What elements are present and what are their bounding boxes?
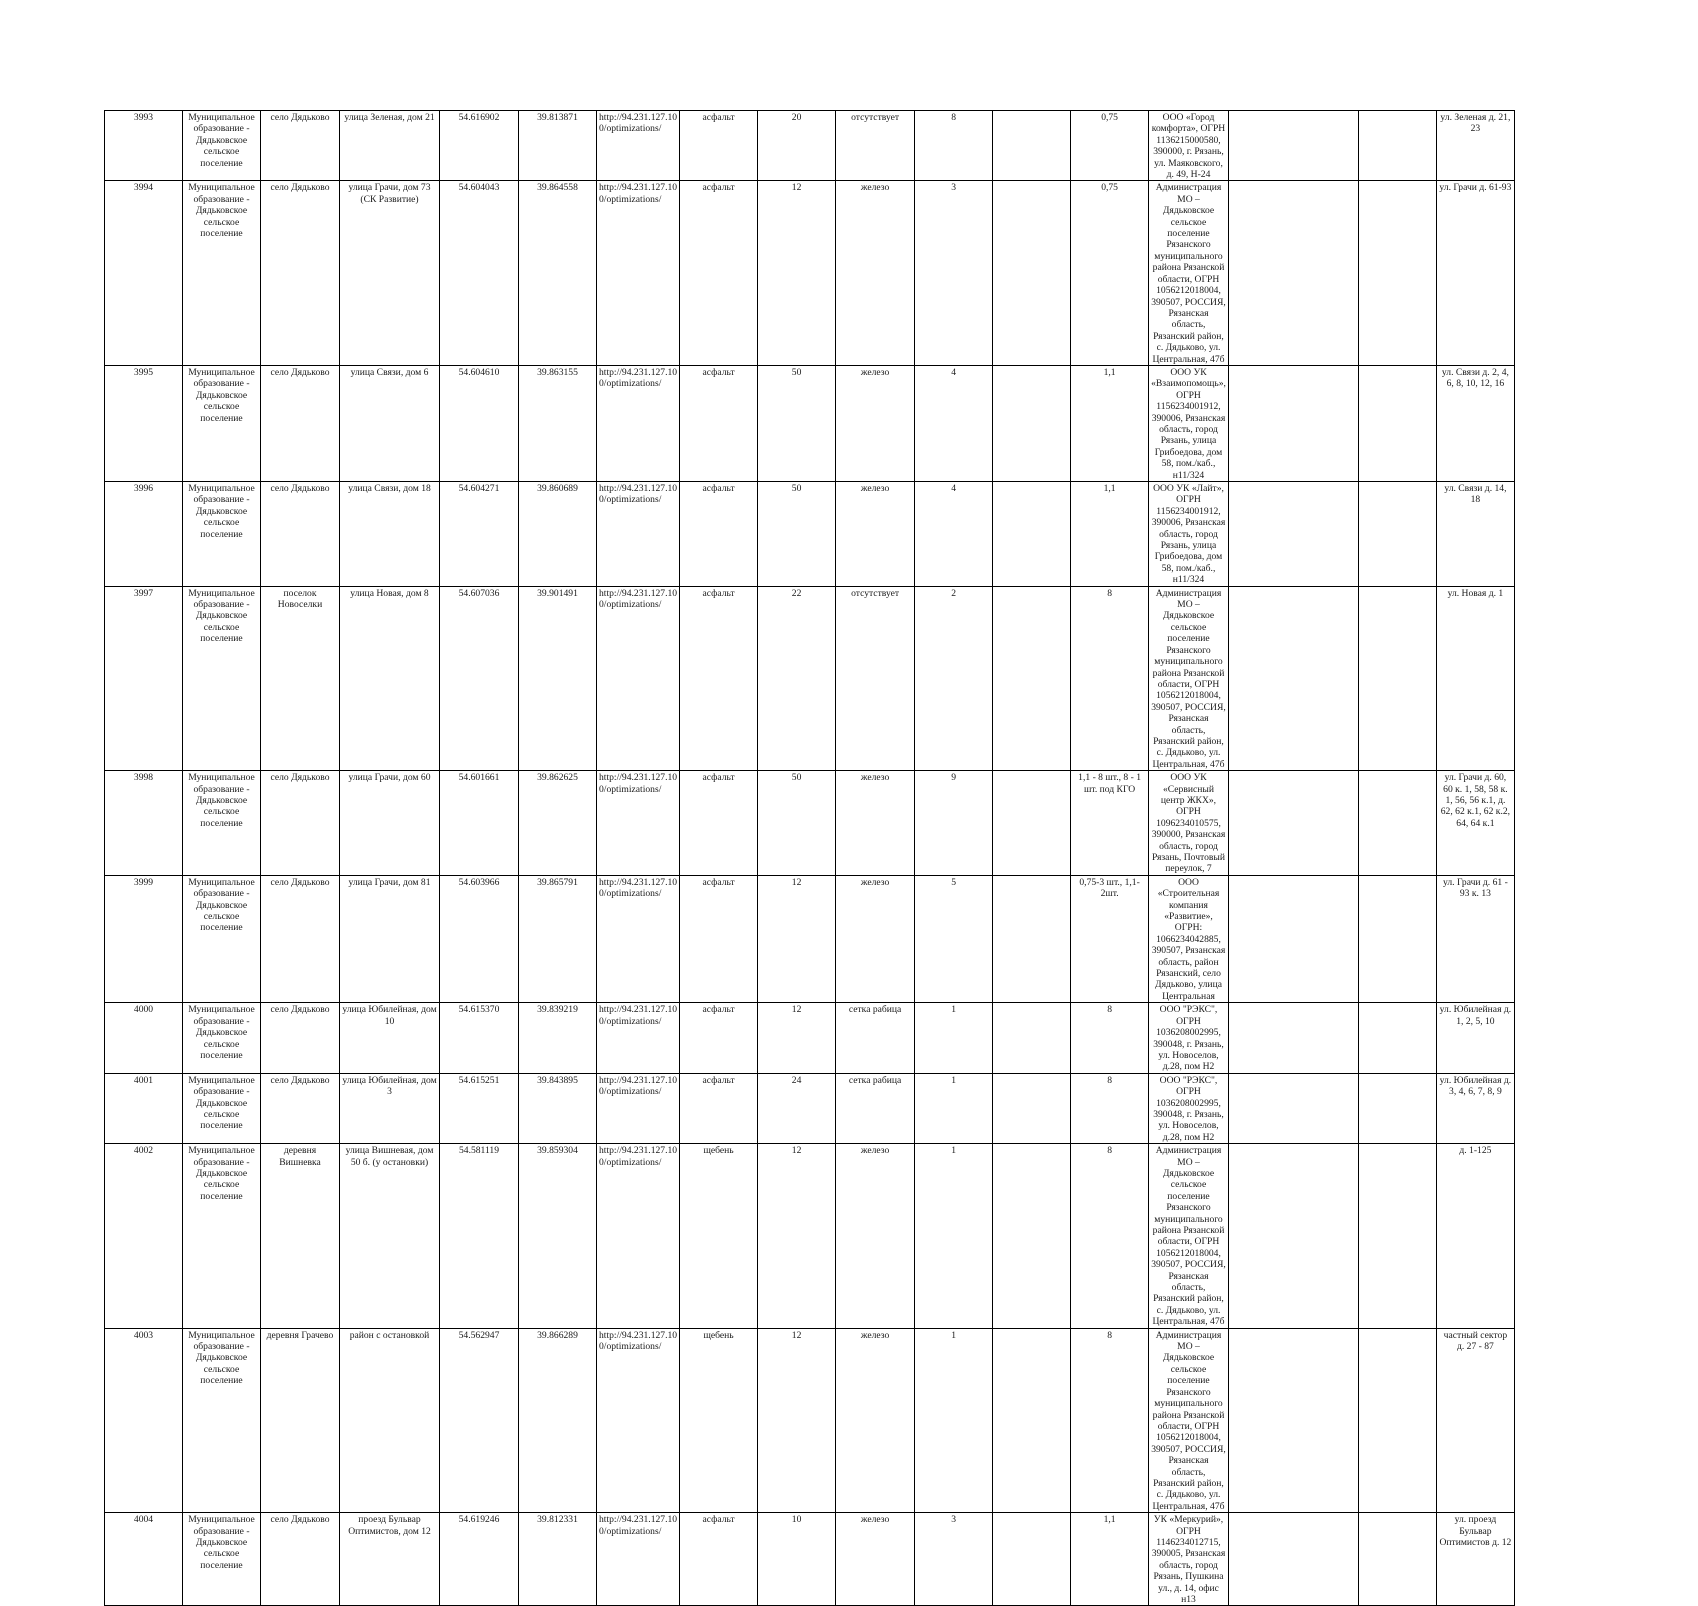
cell-empty: [993, 1328, 1071, 1513]
cell-surface: асфальт: [680, 771, 758, 876]
cell-municipality: Муниципальное образование - Дядьковское сельское поселение: [183, 586, 261, 771]
cell-municipality: Муниципальное образование - Дядьковское сельское поселение: [183, 181, 261, 366]
cell-empty: [1228, 771, 1358, 876]
cell-empty: [1228, 181, 1358, 366]
cell-id: 3994: [105, 181, 183, 366]
cell-empty: [1228, 1073, 1358, 1143]
cell-container-count: 2: [915, 586, 993, 771]
cell-surface: асфальт: [680, 586, 758, 771]
cell-empty: [1358, 771, 1436, 876]
cell-area: 50: [758, 365, 836, 481]
cell-container-volume: 8: [1071, 586, 1149, 771]
cell-fence: железо: [836, 181, 915, 366]
cell-municipality: Муниципальное образование - Дядьковское сельское поселение: [183, 875, 261, 1002]
cell-settlement: село Дядьково: [261, 1513, 340, 1606]
cell-latitude: 54.615251: [440, 1073, 519, 1143]
cell-area: 22: [758, 586, 836, 771]
cell-area: 12: [758, 1003, 836, 1073]
cell-map-link: http://94.231.127.10 0/optimizations/: [597, 111, 680, 181]
cell-empty: [993, 1003, 1071, 1073]
cell-waste-sources: ул. Юбилейная д. 3, 4, 6, 7, 8, 9: [1436, 1073, 1514, 1143]
cell-map-link: http://94.231.127.10 0/optimizations/: [597, 482, 680, 587]
cell-container-count: 8: [915, 111, 993, 181]
cell-latitude: 54.581119: [440, 1144, 519, 1329]
table-body: [105, 111, 1623, 1606]
cell-area: 12: [758, 1144, 836, 1329]
cell-empty: [1228, 586, 1358, 771]
cell-settlement: село Дядьково: [261, 1073, 340, 1143]
cell-fence: железо: [836, 1328, 915, 1513]
cell-address: улица Вишневая, дом 50 б. (у остановки): [340, 1144, 440, 1329]
cell-owner: УК «Меркурий», ОГРН 1146234012715, 390005, Рязанская область, город Рязань, Пушкина ул., д. 14, офис н13: [1149, 1513, 1229, 1606]
table-row: [105, 875, 1623, 1002]
cell-longitude: 39.901491: [519, 586, 597, 771]
cell-map-link: http://94.231.127.10 0/optimizations/: [597, 365, 680, 481]
table-row: [105, 1328, 1623, 1513]
cell-municipality: Муниципальное образование - Дядьковское сельское поселение: [183, 1328, 261, 1513]
cell-waste-sources: ул. Новая д. 1: [1436, 586, 1514, 771]
cell-empty: [1358, 1073, 1436, 1143]
cell-map-link: http://94.231.127.10 0/optimizations/: [597, 771, 680, 876]
cell-waste-sources: ул. Зеленая д. 21, 23: [1436, 111, 1514, 181]
cell-container-volume: 0,75: [1071, 111, 1149, 181]
cell-waste-sources: д. 1-125: [1436, 1144, 1514, 1329]
cell-container-volume: 0,75: [1071, 181, 1149, 366]
cell-waste-sources: ул. Связи д. 14, 18: [1436, 482, 1514, 587]
cell-empty: [1228, 1003, 1358, 1073]
cell-owner: Администрация МО – Дядьковское сельское поселение Рязанского муниципального района Рязанской области, ОГРН 1056212018004, 390507, РОССИЯ, Рязанская область, Рязанский район, с. Дядьково, ул. Центральная, 47б: [1149, 1144, 1229, 1329]
cell-empty: [993, 482, 1071, 587]
cell-empty: [1228, 365, 1358, 481]
cell-empty: [1358, 875, 1436, 1002]
cell-container-count: 1: [915, 1144, 993, 1329]
cell-latitude: 54.601661: [440, 771, 519, 876]
cell-empty: [1358, 586, 1436, 771]
cell-empty: [993, 365, 1071, 481]
cell-settlement: село Дядьково: [261, 181, 340, 366]
cell-empty: [1358, 181, 1436, 366]
cell-latitude: 54.604271: [440, 482, 519, 587]
cell-owner: ООО "РЭКС", ОГРН 1036208002995, 390048, г. Рязань, ул. Новоселов, д.28, пом Н2: [1149, 1073, 1229, 1143]
cell-container-count: 1: [915, 1003, 993, 1073]
cell-empty: [1228, 1144, 1358, 1329]
cell-latitude: 54.562947: [440, 1328, 519, 1513]
cell-id: 4001: [105, 1073, 183, 1143]
cell-surface: асфальт: [680, 1513, 758, 1606]
cell-latitude: 54.616902: [440, 111, 519, 181]
cell-container-count: 4: [915, 365, 993, 481]
cell-longitude: 39.859304: [519, 1144, 597, 1329]
cell-municipality: Муниципальное образование - Дядьковское сельское поселение: [183, 1513, 261, 1606]
cell-settlement: село Дядьково: [261, 365, 340, 481]
cell-empty: [1358, 1513, 1436, 1606]
cell-waste-sources: ул. Грачи д. 60, 60 к. 1, 58, 58 к. 1, 56, 56 к.1, д. 62, 62 к.1, 62 к.2, 64, 64 к.1: [1436, 771, 1514, 876]
cell-container-count: 3: [915, 1513, 993, 1606]
cell-fence: железо: [836, 875, 915, 1002]
cell-id: 4002: [105, 1144, 183, 1329]
cell-waste-sources: ул. Грачи д. 61 - 93 к. 13: [1436, 875, 1514, 1002]
cell-owner: ООО УК «Сервисный центр ЖКХ», ОГРН 1096234010575, 390000, Рязанская область, город Рязань, Почтовый переулок, 7: [1149, 771, 1229, 876]
cell-fence: отсутствует: [836, 111, 915, 181]
cell-owner: ООО «Город комфорта», ОГРН 1136215000580, 390000, г. Рязань, ул. Маяковского, д. 49, Н-24: [1149, 111, 1229, 181]
cell-container-volume: 8: [1071, 1073, 1149, 1143]
cell-area: 24: [758, 1073, 836, 1143]
cell-address: улица Юбилейная, дом 3: [340, 1073, 440, 1143]
cell-container-count: 4: [915, 482, 993, 587]
cell-latitude: 54.615370: [440, 1003, 519, 1073]
cell-empty: [993, 875, 1071, 1002]
cell-municipality: Муниципальное образование - Дядьковское сельское поселение: [183, 1003, 261, 1073]
cell-container-count: 1: [915, 1073, 993, 1143]
cell-container-count: 3: [915, 181, 993, 366]
cell-address: улица Новая, дом 8: [340, 586, 440, 771]
cell-id: 3998: [105, 771, 183, 876]
cell-id: 4004: [105, 1513, 183, 1606]
cell-empty: [1358, 365, 1436, 481]
cell-map-link: http://94.231.127.10 0/optimizations/: [597, 181, 680, 366]
cell-fence: железо: [836, 1144, 915, 1329]
cell-surface: щебень: [680, 1144, 758, 1329]
table-row: [105, 365, 1623, 481]
cell-longitude: 39.813871: [519, 111, 597, 181]
cell-settlement: село Дядьково: [261, 111, 340, 181]
cell-waste-sources: частный сектор д. 27 - 87: [1436, 1328, 1514, 1513]
cell-latitude: 54.619246: [440, 1513, 519, 1606]
cell-fence: сетка рабица: [836, 1073, 915, 1143]
cell-fence: железо: [836, 771, 915, 876]
cell-longitude: 39.866289: [519, 1328, 597, 1513]
cell-map-link: http://94.231.127.10 0/optimizations/: [597, 1144, 680, 1329]
cell-fence: железо: [836, 365, 915, 481]
cell-container-volume: 1,1 - 8 шт., 8 - 1 шт. под КГО: [1071, 771, 1149, 876]
cell-settlement: село Дядьково: [261, 875, 340, 1002]
cell-empty: [1228, 482, 1358, 587]
table-row: [105, 111, 1623, 181]
cell-latitude: 54.607036: [440, 586, 519, 771]
cell-owner: Администрация МО – Дядьковское сельское поселение Рязанского муниципального района Рязанской области, ОГРН 1056212018004, 390507, РОССИЯ, Рязанская область, Рязанский район, с. Дядьково, ул. Центральная, 47б: [1149, 181, 1229, 366]
cell-settlement: деревня Вишневка: [261, 1144, 340, 1329]
cell-surface: асфальт: [680, 365, 758, 481]
cell-id: 3993: [105, 111, 183, 181]
cell-container-volume: 8: [1071, 1144, 1149, 1329]
cell-area: 10: [758, 1513, 836, 1606]
cell-latitude: 54.603966: [440, 875, 519, 1002]
cell-address: улица Юбилейная, дом 10: [340, 1003, 440, 1073]
cell-surface: щебень: [680, 1328, 758, 1513]
cell-longitude: 39.865791: [519, 875, 597, 1002]
cell-surface: асфальт: [680, 111, 758, 181]
cell-fence: сетка рабица: [836, 1003, 915, 1073]
cell-id: 4000: [105, 1003, 183, 1073]
cell-container-count: 5: [915, 875, 993, 1002]
cell-owner: Администрация МО – Дядьковское сельское поселение Рязанского муниципального района Рязанской области, ОГРН 1056212018004, 390507, РОССИЯ, Рязанская область, Рязанский район, с. Дядьково, ул. Центральная, 47б: [1149, 1328, 1229, 1513]
cell-address: улица Связи, дом 18: [340, 482, 440, 587]
cell-municipality: Муниципальное образование - Дядьковское сельское поселение: [183, 1073, 261, 1143]
cell-address: район с остановкой: [340, 1328, 440, 1513]
cell-waste-sources: ул. проезд Бульвар Оптимистов д. 12: [1436, 1513, 1514, 1606]
cell-empty: [1358, 1144, 1436, 1329]
cell-longitude: 39.843895: [519, 1073, 597, 1143]
cell-area: 12: [758, 1328, 836, 1513]
cell-longitude: 39.812331: [519, 1513, 597, 1606]
cell-empty: [993, 586, 1071, 771]
table-row: [105, 1003, 1623, 1073]
cell-municipality: Муниципальное образование - Дядьковское сельское поселение: [183, 111, 261, 181]
cell-container-volume: 8: [1071, 1328, 1149, 1513]
register-table: [104, 110, 1623, 1606]
cell-municipality: Муниципальное образование - Дядьковское сельское поселение: [183, 771, 261, 876]
cell-waste-sources: ул. Грачи д. 61-93: [1436, 181, 1514, 366]
cell-map-link: http://94.231.127.10 0/optimizations/: [597, 875, 680, 1002]
cell-container-volume: 8: [1071, 1003, 1149, 1073]
cell-map-link: http://94.231.127.10 0/optimizations/: [597, 1513, 680, 1606]
cell-map-link: http://94.231.127.10 0/optimizations/: [597, 1328, 680, 1513]
cell-fence: отсутствует: [836, 586, 915, 771]
cell-container-count: 1: [915, 1328, 993, 1513]
cell-surface: асфальт: [680, 482, 758, 587]
cell-empty: [1228, 1513, 1358, 1606]
cell-waste-sources: ул. Юбилейная д. 1, 2, 5, 10: [1436, 1003, 1514, 1073]
cell-surface: асфальт: [680, 181, 758, 366]
cell-surface: асфальт: [680, 875, 758, 1002]
cell-empty: [993, 181, 1071, 366]
cell-empty: [993, 1073, 1071, 1143]
cell-settlement: поселок Новоселки: [261, 586, 340, 771]
cell-owner: ООО УК «Взаимопомощь», ОГРН 1156234001912, 390006, Рязанская область, город Рязань, улица Грибоедова, дом 58, пом./каб., н11/324: [1149, 365, 1229, 481]
cell-empty: [1358, 482, 1436, 587]
cell-id: 3997: [105, 586, 183, 771]
cell-longitude: 39.863155: [519, 365, 597, 481]
cell-settlement: село Дядьково: [261, 1003, 340, 1073]
cell-settlement: село Дядьково: [261, 771, 340, 876]
cell-owner: Администрация МО – Дядьковское сельское поселение Рязанского муниципального района Рязанской области, ОГРН 1056212018004, 390507, РОССИЯ, Рязанская область, Рязанский район, с. Дядьково, ул. Центральная, 47б: [1149, 586, 1229, 771]
cell-empty: [1228, 111, 1358, 181]
table-row: [105, 586, 1623, 771]
cell-empty: [993, 771, 1071, 876]
cell-container-volume: 1,1: [1071, 1513, 1149, 1606]
cell-empty: [1228, 875, 1358, 1002]
cell-address: улица Грачи, дом 73 (СК Развитие): [340, 181, 440, 366]
cell-area: 12: [758, 181, 836, 366]
cell-municipality: Муниципальное образование - Дядьковское сельское поселение: [183, 365, 261, 481]
cell-map-link: http://94.231.127.10 0/optimizations/: [597, 1003, 680, 1073]
cell-settlement: село Дядьково: [261, 482, 340, 587]
cell-owner: ООО УК «Лайт», ОГРН 1156234001912, 390006, Рязанская область, город Рязань, улица Грибоедова, дом 58, пом./каб., н11/324: [1149, 482, 1229, 587]
cell-waste-sources: ул. Связи д. 2, 4, 6, 8, 10, 12, 16: [1436, 365, 1514, 481]
cell-address: проезд Бульвар Оптимистов, дом 12: [340, 1513, 440, 1606]
cell-surface: асфальт: [680, 1003, 758, 1073]
cell-address: улица Грачи, дом 60: [340, 771, 440, 876]
cell-area: 12: [758, 875, 836, 1002]
cell-id: 3999: [105, 875, 183, 1002]
cell-empty: [993, 111, 1071, 181]
cell-longitude: 39.860689: [519, 482, 597, 587]
cell-owner: ООО «Строительная компания «Развитие», ОГРН: 1066234042885, 390507, Рязанская область, район Рязанский, село Дядьково, улица Центральная: [1149, 875, 1229, 1002]
cell-id: 4003: [105, 1328, 183, 1513]
cell-map-link: http://94.231.127.10 0/optimizations/: [597, 586, 680, 771]
cell-container-volume: 0,75-3 шт., 1,1-2шт.: [1071, 875, 1149, 1002]
table-row: [105, 1513, 1623, 1606]
cell-area: 50: [758, 771, 836, 876]
cell-container-count: 9: [915, 771, 993, 876]
cell-address: улица Связи, дом 6: [340, 365, 440, 481]
cell-fence: железо: [836, 482, 915, 587]
cell-address: улица Грачи, дом 81: [340, 875, 440, 1002]
cell-empty: [1358, 1328, 1436, 1513]
cell-area: 50: [758, 482, 836, 587]
table-row: [105, 1073, 1623, 1143]
cell-municipality: Муниципальное образование - Дядьковское сельское поселение: [183, 482, 261, 587]
cell-container-volume: 1,1: [1071, 365, 1149, 481]
cell-id: 3996: [105, 482, 183, 587]
cell-latitude: 54.604043: [440, 181, 519, 366]
cell-settlement: деревня Грачево: [261, 1328, 340, 1513]
cell-id: 3995: [105, 365, 183, 481]
cell-address: улица Зеленая, дом 21: [340, 111, 440, 181]
cell-surface: асфальт: [680, 1073, 758, 1143]
cell-longitude: 39.864558: [519, 181, 597, 366]
cell-empty: [1358, 1003, 1436, 1073]
cell-container-volume: 1,1: [1071, 482, 1149, 587]
cell-empty: [993, 1513, 1071, 1606]
cell-owner: ООО "РЭКС", ОГРН 1036208002995, 390048, г. Рязань, ул. Новоселов, д.28, пом Н2: [1149, 1003, 1229, 1073]
cell-municipality: Муниципальное образование - Дядьковское сельское поселение: [183, 1144, 261, 1329]
cell-fence: железо: [836, 1513, 915, 1606]
cell-empty: [1358, 111, 1436, 181]
cell-longitude: 39.839219: [519, 1003, 597, 1073]
table-row: [105, 482, 1623, 587]
table-row: [105, 771, 1623, 876]
cell-longitude: 39.862625: [519, 771, 597, 876]
table-row: [105, 181, 1623, 366]
cell-empty: [993, 1144, 1071, 1329]
cell-empty: [1228, 1328, 1358, 1513]
cell-latitude: 54.604610: [440, 365, 519, 481]
table-row: [105, 1144, 1623, 1329]
cell-area: 20: [758, 111, 836, 181]
cell-map-link: http://94.231.127.10 0/optimizations/: [597, 1073, 680, 1143]
